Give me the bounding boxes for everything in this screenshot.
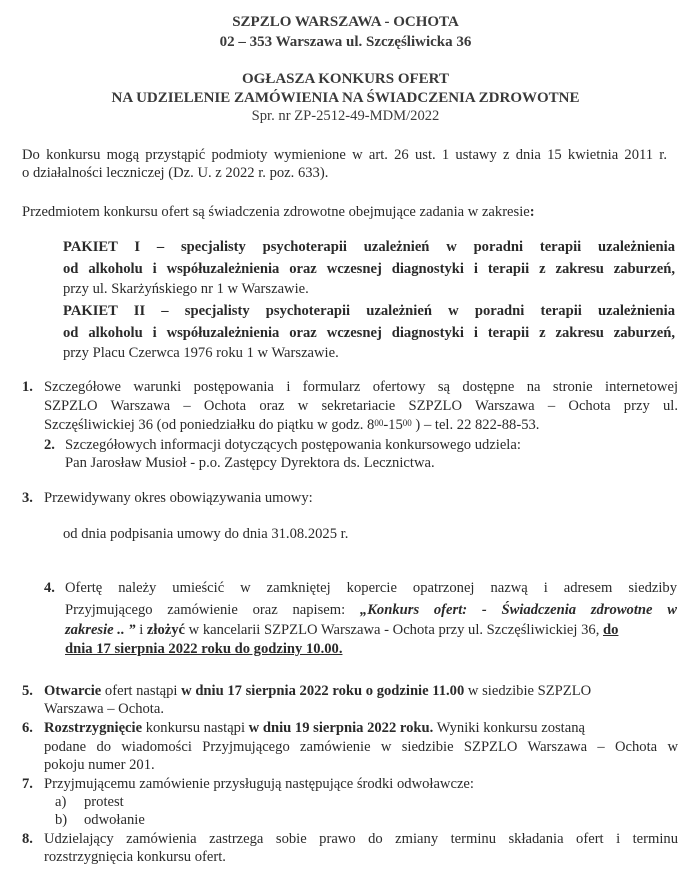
item-7-line-1: Przyjmującemu zamówienie przysługują następujące środki odwoławcze: — [44, 776, 474, 792]
item-8-line-2: rozstrzygnięcia konkursu ofert. — [44, 849, 226, 865]
item-1-line-2: SZPZLO Warszawa – Ochota oraz w sekretariacie SZPZLO Warszawa – Ochota przy ul. — [44, 398, 678, 414]
item-6-line-1 — [44, 719, 585, 737]
subject-colon: : — [529, 204, 535, 220]
title-line-1: OGŁASZA KONKURS OFERT — [241, 71, 449, 87]
item-1-line-3 — [44, 416, 539, 434]
item-5-opening: Otwarcie — [44, 683, 102, 699]
intro-line-1: Do konkursu mogą przystąpić podmioty wymienione w art. 26 ust. 1 ustawy z dnia 15 kwietnia 2011 r. — [22, 147, 667, 163]
item-5-line-1 — [44, 682, 591, 700]
item-4-line-1: Ofertę należy umieścić w zamkniętej kopercie opatrzonej nazwą i adresem siedziby — [65, 580, 677, 596]
item-7-b-label: b) — [55, 812, 68, 828]
item-6-date: w dniu 19 sierpnia 2022 roku. — [248, 720, 434, 736]
item-8-line-1: Udzielający zamówienia zastrzega sobie prawo do zmiany terminu składania ofert i terminu — [44, 831, 678, 847]
item-1-sup-start: 00 — [374, 418, 384, 428]
org-address: 02 – 353 Warszawa ul. Szczęśliwicka 36 — [219, 34, 472, 50]
item-5-place: w siedzibie SZPZLO — [464, 683, 592, 699]
item-4-and: i — [135, 622, 147, 638]
reference-number: Spr. nr ZP-2512-49-MDM/2022 — [251, 108, 440, 124]
subject-text: Przedmiotem konkursu ofert są świadczenia zdrowotne obejmujące zadania w zakresie — [22, 204, 530, 220]
item-4-line-3 — [65, 621, 618, 639]
org-name: SZPZLO WARSZAWA - OCHOTA — [232, 14, 459, 30]
item-7-number: 7. — [22, 776, 33, 792]
item-2-number: 2. — [44, 437, 55, 453]
title-line-2: NA UDZIELENIE ZAMÓWIENIA NA ŚWIADCZENIA ZDROWOTNE — [111, 90, 580, 106]
item-6-results: Wyniki konkursu zostaną — [433, 720, 585, 736]
item-6-text: konkursu nastąpi — [142, 720, 249, 736]
item-4-deadline-start: do — [603, 622, 619, 638]
item-5-line-2: Warszawa – Ochota. — [44, 701, 164, 717]
item-4-submit: złożyć — [146, 622, 185, 638]
pakiet-2-line-3: przy Placu Czerwca 1976 roku 1 w Warszawie. — [63, 345, 339, 361]
item-3-line-2: od dnia podpisania umowy do dnia 31.08.2025 r. — [63, 526, 349, 542]
item-3-line-1: Przewidywany okres obowiązywania umowy: — [44, 490, 313, 506]
item-1-phone: ) – tel. 22 822-88-53. — [411, 417, 540, 433]
item-4-number: 4. — [44, 580, 55, 596]
pakiet-1-line-3: przy ul. Skarżyńskiego nr 1 w Warszawie. — [63, 281, 309, 297]
item-5-text: ofert nastąpi — [101, 683, 182, 699]
item-2-line-2: Pan Jarosław Musioł - p.o. Zastępcy Dyrektora ds. Lecznictwa. — [65, 455, 435, 471]
item-4-office: w kancelarii SZPZLO Warszawa - Ochota przy ul. Szczęśliwickiej 36, — [185, 622, 603, 638]
item-2-line-1: Szczegółowych informacji dotyczących postępowania konkursowego udziela: — [65, 437, 521, 453]
intro-line-2: o działalności leczniczej (Dz. U. z 2022 r. poz. 633). — [22, 165, 329, 181]
item-4-deadline: dnia 17 sierpnia 2022 roku do godziny 10.00. — [65, 641, 343, 657]
item-5-date: w dniu 17 sierpnia 2022 roku o godzinie 11.00 — [181, 683, 465, 699]
item-4-line-2 — [65, 601, 677, 619]
item-7-b-text: odwołanie — [84, 812, 145, 828]
item-7-a-label: a) — [55, 794, 67, 810]
item-1-hours-text: Szczęśliwickiej 36 (od poniedziałku do piątku w godz. 8 — [44, 417, 375, 433]
item-1-line-1: Szczegółowe warunki postępowania i formularz ofertowy są dostępne na stronie internetowej — [44, 379, 678, 395]
item-1-hours-end: -15 — [383, 417, 403, 433]
item-1-sup-end: 00 — [402, 418, 412, 428]
item-6-line-2: podane do wiadomości Przyjmującego zamówienie w siedzibie SZPZLO Warszawa – Ochota w — [44, 739, 678, 755]
subject-line — [22, 203, 535, 221]
item-6-line-3: pokoju numer 201. — [44, 757, 155, 773]
item-6-resolution: Rozstrzygnięcie — [44, 720, 143, 736]
item-1-number: 1. — [22, 379, 33, 395]
item-7-a-text: protest — [84, 794, 124, 810]
item-3-number: 3. — [22, 490, 33, 506]
item-5-number: 5. — [22, 683, 33, 699]
item-4-line-2-text: Przyjmującego zamówienie oraz napisem: — [65, 602, 360, 618]
item-4-envelope-label-end: zakresie .. ” — [65, 622, 136, 638]
pakiet-1-line-1: PAKIET I – specjalisty psychoterapii uzależnień w poradni terapii uzależnienia — [63, 239, 675, 255]
pakiet-2-line-2: od alkoholu i współuzależnienia oraz wczesnej diagnostyki i terapii z zakresu zaburzeń, — [63, 325, 675, 341]
item-6-number: 6. — [22, 720, 33, 736]
item-4-line-4 — [65, 640, 342, 658]
item-4-envelope-label: „Konkurs ofert: - Świadczenia zdrowotne w — [359, 602, 677, 618]
pakiet-2-line-1: PAKIET II – specjalisty psychoterapii uzależnień w poradni terapii uzależnienia — [63, 303, 675, 319]
pakiet-1-line-2: od alkoholu i współuzależnienia oraz wczesnej diagnostyki i terapii z zakresu zaburzeń, — [63, 261, 675, 277]
item-8-number: 8. — [22, 831, 33, 847]
